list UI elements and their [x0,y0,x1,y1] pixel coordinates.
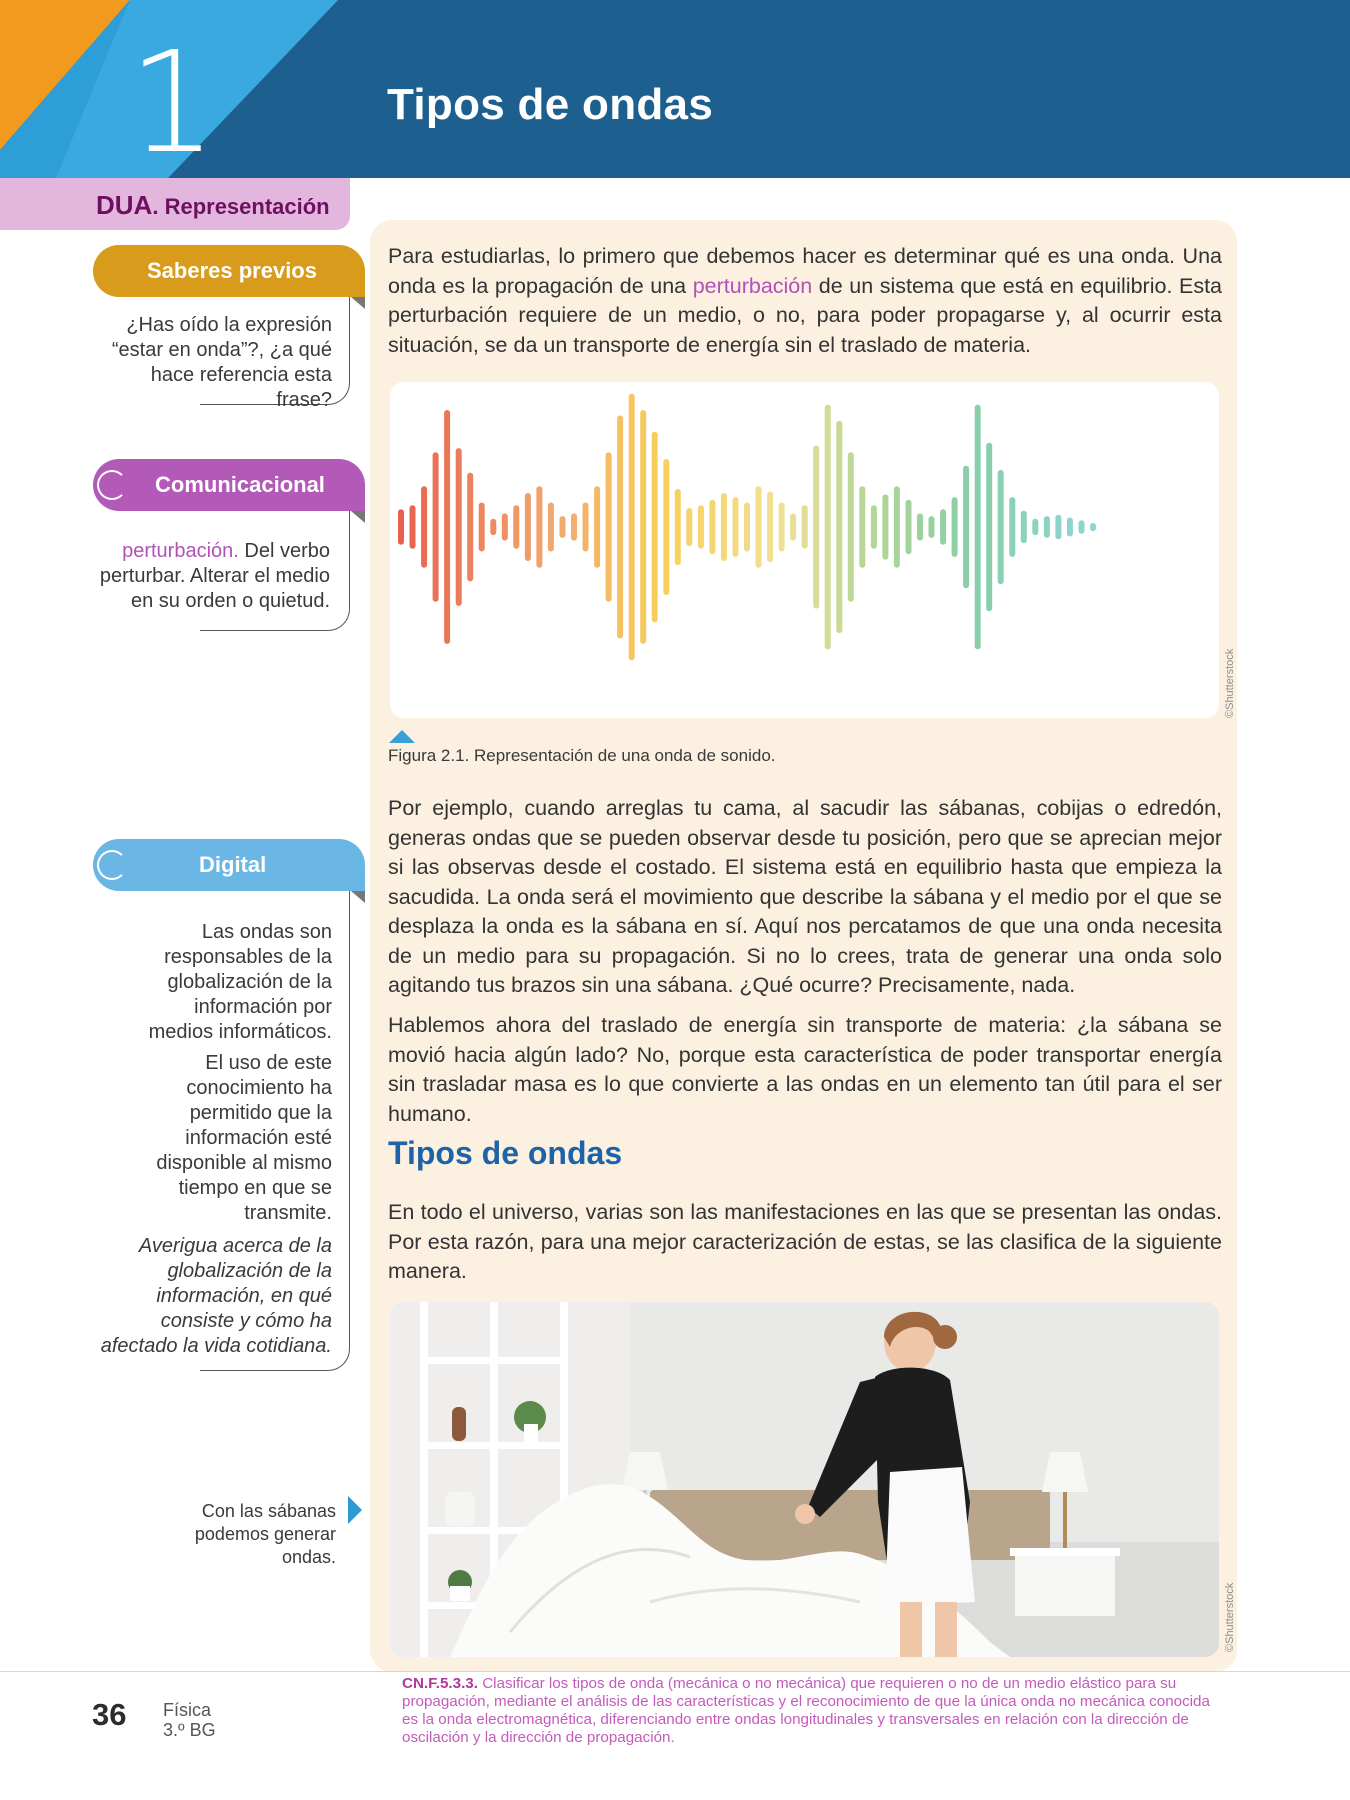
wave-bar [1021,511,1027,544]
wave-bar [1055,515,1061,540]
wave-bar [652,432,658,622]
wave-bar [583,503,589,552]
wave-bar [502,513,508,540]
saberes-fold [351,297,365,309]
example-paragraph: Por ejemplo, cuando arreglas tu cama, al sacudir las sábanas, cobijas o edredón, generas ondas que se pueden observar desde tu posición, pero que se aprecian mejor si las observas desde el costado. El sistema está en equilibrio hasta que empieza la sacudida. La onda será el movimiento que describe la sábana y el medio por el que se desplaza la onda es la sábana en sí. Aquí nos percatamos de que una onda necesita de un medio para su propagación. Si no lo crees, trata de generar una onda solo agitando tus brazos sin una sábana. ¿Qué ocurre? Precisamente, nada. [388,796,1222,997]
wave-bar [709,500,715,554]
wave-bar [629,394,635,661]
photo-caption: Con las sábanas podemos generar ondas. [194,1501,336,1567]
wave-bar [825,405,831,650]
wave-bar [571,513,577,540]
wave-bar [640,410,646,644]
wave-bar [744,503,750,552]
sound-wave-graphic [390,382,1219,718]
digital-activity: Averigua acerca de la globalización de la información, en qué consiste y cómo ha afectado la vida cotidiana. [100,1235,332,1357]
grade-level: 3.º BG [163,1720,216,1740]
wave-bar [882,494,888,559]
curriculum-standard [402,1675,1222,1747]
wave-bar [871,505,877,549]
wave-bar [952,497,958,557]
footer-divider [0,1671,1350,1672]
wave-bar [790,513,796,540]
wave-bar [986,443,992,612]
dua-label: DUA [96,190,153,220]
wave-bar [686,508,692,546]
energy-paragraph: Hablemos ahora del traslado de energía sin transporte de materia: ¿la sábana se movió hacia algún lado? No, porque esta característica de poder transportar energía sin trasladar masa es lo que convierte a las ondas en un elemento tan útil para el ser humano. [388,1013,1222,1126]
standard-text: Clasificar los tipos de onda (mecánica o no mecánica) que requieren o no de un medio elástico para su propagación, mediante el análisis de las características y el reconocimiento de que la única onda no mecánica conocida es la onda electromagnética, diferenciando entre ondas longitudinales y transversales en relación con la dirección de oscilación y la dirección de propagación. [402,1675,1210,1746]
wave-bar [479,503,485,552]
wave-bar [421,486,427,568]
wave-bar [456,448,462,606]
wave-bar [1032,519,1038,535]
wave-bar [560,516,566,538]
wave-bar [733,497,739,557]
wave-bar [525,493,531,561]
wave-bar [1009,497,1015,557]
wave-bar [467,473,473,582]
dua-type: . Representación [152,194,330,219]
wave-bar [721,493,727,561]
bed-sheet-photo [390,1302,1219,1657]
wave-bar [433,452,439,602]
wave-bar [594,486,600,568]
wave-bar [663,459,669,595]
wave-bar [490,519,496,535]
hook-icon [97,850,127,880]
digital-text-2: El uso de este conocimiento ha permitido que la información esté disponible al mismo tiempo en que se transmite. [156,1052,332,1224]
digital-header [93,839,365,891]
wave-bar [410,505,416,549]
wave-bar [444,410,450,644]
wave-bar [848,452,854,602]
saberes-previos-header [93,245,365,297]
wave-bar [767,492,773,563]
digital-title: Digital [199,852,267,877]
chapter-number: 1 [128,22,218,178]
page-title: Tipos de ondas [387,80,714,129]
wave-bar [1067,518,1073,537]
comunicacional-text [90,539,330,614]
sound-wave-figure [390,382,1219,718]
wave-bar [606,452,612,602]
saberes-previos-title: Saberes previos [147,258,317,283]
intro-text-b: de un sistema que está en equilibrio. Esta perturbación requiere de un medio, o no, para poder propagarse y, al ocurrir esta situación, se da un transporte de energía sin el traslado de materia. [388,273,1222,357]
digital-text-1: Las ondas son responsables de la globalización de la información por medios informáticos. [148,921,332,1043]
subject-name: Física [163,1700,212,1720]
image-credit-photo: ©Shutterstock [1224,1582,1236,1652]
wave-bar [894,486,900,568]
wave-bar [536,486,542,568]
glossary-term: perturbación. [122,540,239,562]
hook-icon [97,470,127,500]
wave-bar [917,513,923,540]
wave-bar [906,500,912,554]
saberes-previos-text: ¿Has oído la expresión “estar en onda”?, ¿a qué hace referencia esta frase? [111,314,332,411]
wave-bar [940,509,946,544]
intro-paragraph [388,242,1222,360]
classification-paragraph: En todo el universo, varias son las manifestaciones en las que se presentan las ondas. Por esta razón, para una mejor caracterización de estas, se las clasifica de la siguiente manera. [388,1200,1222,1283]
figure-marker-icon [389,730,415,743]
chapter-header [0,0,1350,178]
image-credit-wave: ©Shutterstock [1224,648,1236,718]
wave-bar [1079,520,1085,534]
wave-bar [998,470,1004,584]
wave-bar [617,416,623,639]
dua-tab [0,178,350,230]
subject-label [163,1700,216,1740]
comunicacional-fold [351,511,365,523]
caption-arrow-icon [348,1496,362,1524]
glossary-definition: Del verbo perturbar. Alterar el medio en su orden o quietud. [99,540,330,612]
wave-bar [929,516,935,538]
comunicacional-header [93,459,365,511]
wave-bar [975,405,981,650]
wave-bar [963,466,969,588]
wave-bar [1090,523,1096,531]
wave-bar [756,486,762,568]
keyword-perturbacion[interactable]: perturbación [692,273,813,298]
wave-bar [398,509,404,544]
section-title: Tipos de ondas [388,1135,623,1171]
wave-bar [859,486,865,568]
wave-bar [698,505,704,549]
wave-bar [802,505,808,549]
standard-code: CN.F.5.3.3. [402,1675,478,1692]
digital-fold [351,891,365,903]
wave-bar [1044,516,1050,538]
wave-bar [513,505,519,549]
comunicacional-title: Comunicacional [155,472,325,497]
page-number: 36 [92,1697,127,1732]
bed-sheet-illustration [390,1302,1219,1657]
wave-bar [836,421,842,633]
wave-bar [813,445,819,608]
wave-bar [675,489,681,565]
wave-bar [779,503,785,552]
figure-caption: Figura 2.1. Representación de una onda de sonido. [388,746,776,765]
wave-bar [548,503,554,552]
intro-text-a: Para estudiarlas, lo primero que debemos hacer es determinar qué es una onda. Una onda es la propagación de una [388,244,1222,298]
